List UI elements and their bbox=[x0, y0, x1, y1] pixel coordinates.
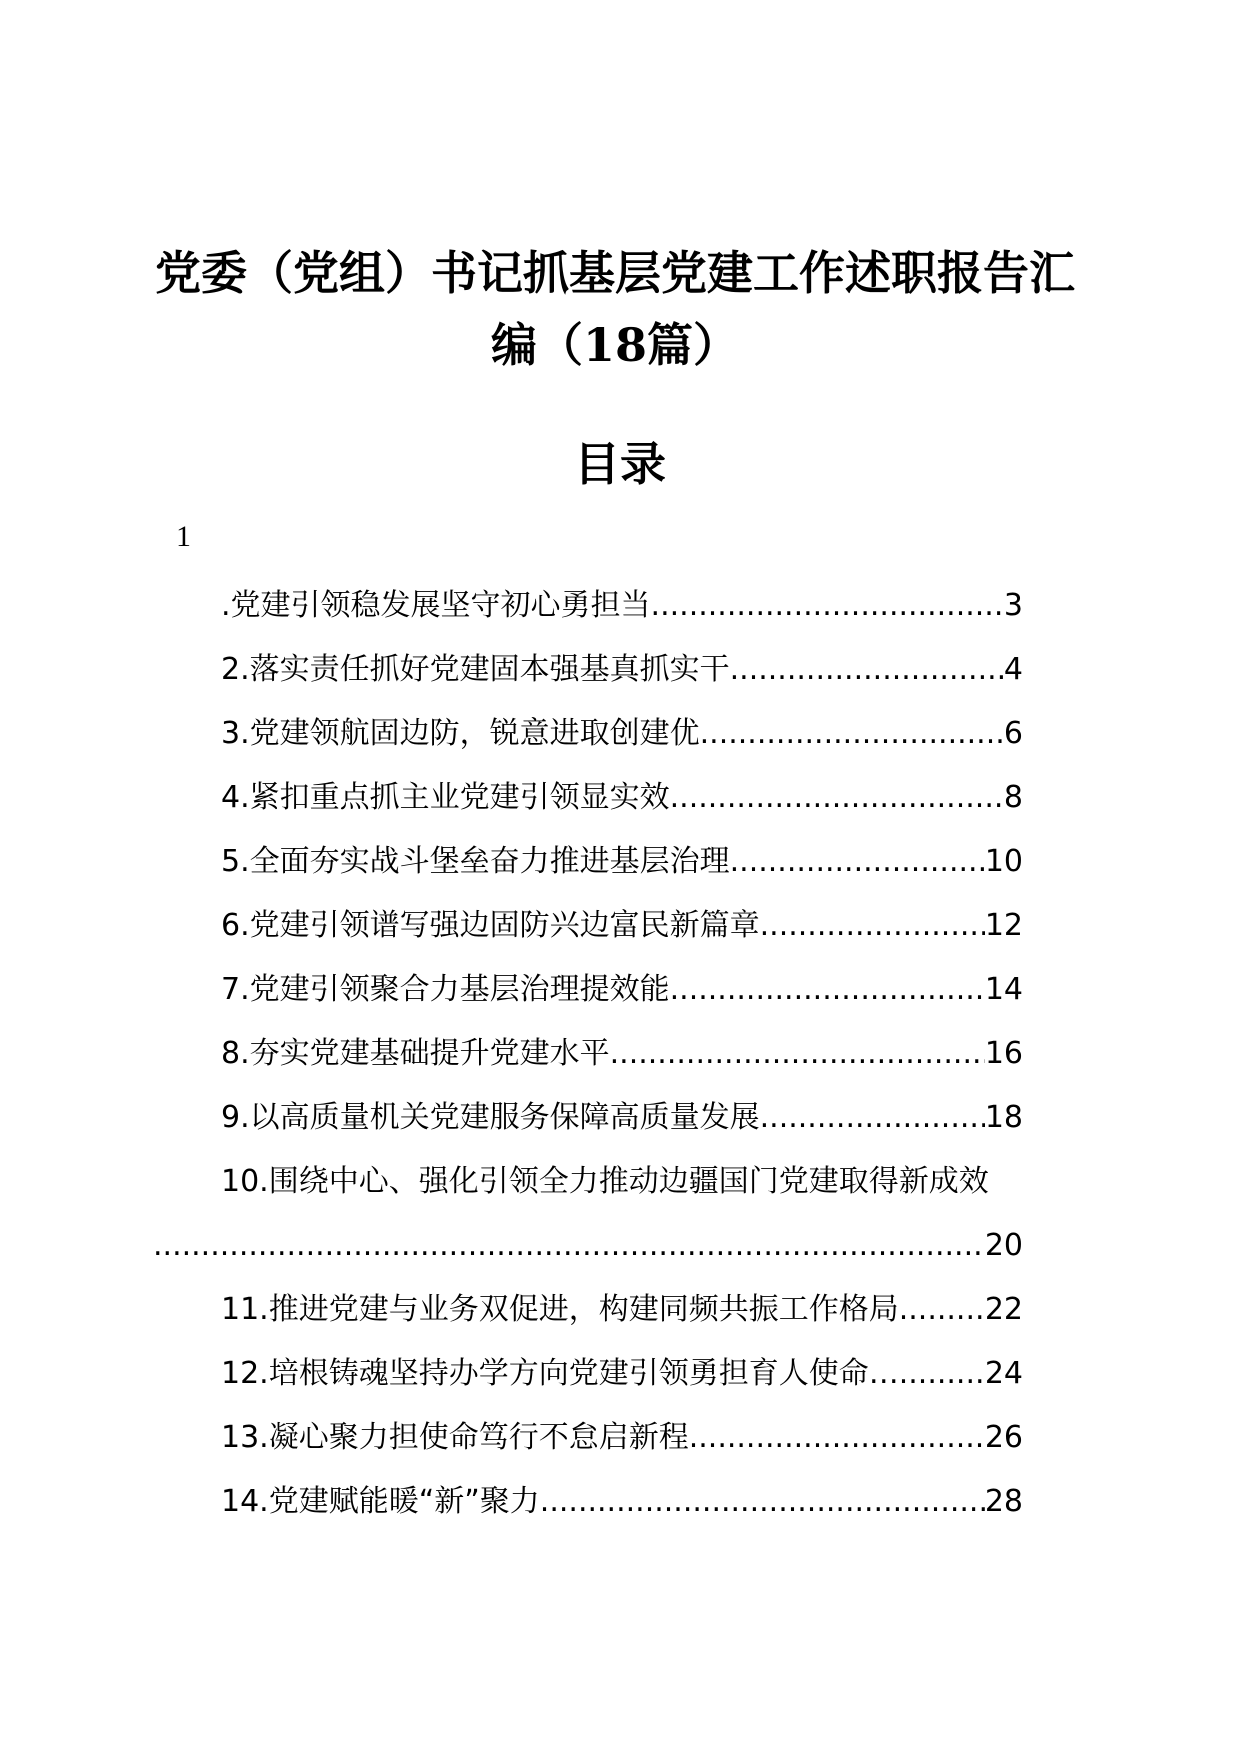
toc-entry-page: 14 bbox=[984, 972, 1023, 1007]
toc-entry-title: 8.夯实党建基础提升党建水平 bbox=[221, 1036, 610, 1071]
toc-entry-title: 13.凝心聚力担使命笃行不怠启新程 bbox=[221, 1420, 689, 1455]
toc-entry-title: 3.党建领航固边防，锐意进取创建优 bbox=[221, 716, 700, 751]
toc-heading: 目录 bbox=[574, 437, 666, 491]
toc-entry-page: 10 bbox=[984, 844, 1023, 879]
toc-leader-dots bbox=[760, 894, 985, 958]
toc-entry-title: 11.推进党建与业务双促进，构建同频共振工作格局 bbox=[221, 1292, 899, 1327]
toc-entry-title: 9.以高质量机关党建服务保障高质量发展 bbox=[221, 1100, 760, 1135]
toc-entry-title: 6.党建引领谱写强边固防兴边富民新篇章 bbox=[221, 908, 760, 943]
toc-entry[interactable] bbox=[221, 1022, 1023, 1086]
toc-entry-page: 6 bbox=[1003, 716, 1023, 751]
toc-entry-title: 4.紧扣重点抓主业党建引领显实效 bbox=[221, 780, 670, 815]
toc-leader-dots bbox=[670, 766, 1004, 830]
toc-entry-title: 10.围绕中心、强化引领全力推动边疆国门党建取得新成效 bbox=[221, 1164, 989, 1199]
toc-entry-page: 4 bbox=[1003, 652, 1023, 687]
toc-entry[interactable] bbox=[221, 830, 1023, 894]
page-marker: 1 bbox=[176, 520, 191, 553]
toc-entry[interactable] bbox=[221, 894, 1023, 958]
toc-entry[interactable] bbox=[221, 1406, 1023, 1470]
toc-entry-page: 12 bbox=[984, 908, 1023, 943]
toc-leader-dots bbox=[689, 1406, 985, 1470]
toc-entry[interactable] bbox=[221, 638, 1023, 702]
toc-entry[interactable] bbox=[221, 1086, 1023, 1150]
toc-leader-dots bbox=[700, 702, 1004, 766]
table-of-contents bbox=[221, 574, 1023, 1534]
toc-entry[interactable] bbox=[221, 702, 1023, 766]
toc-entry-title: 14.党建赋能暖“新”聚力 bbox=[221, 1484, 540, 1519]
toc-entry-page: 18 bbox=[984, 1100, 1023, 1135]
toc-entry-page: 24 bbox=[984, 1356, 1023, 1391]
document-title-line-2: 编（18篇） bbox=[490, 318, 739, 372]
toc-leader-dots bbox=[540, 1470, 985, 1534]
toc-leader-dots bbox=[760, 1086, 985, 1150]
toc-entry-page: 28 bbox=[984, 1484, 1023, 1519]
toc-entry[interactable] bbox=[221, 574, 1023, 638]
toc-entry-title: 2.落实责任抓好党建固本强基真抓实干 bbox=[221, 652, 730, 687]
toc-entry-page: 8 bbox=[1003, 780, 1023, 815]
toc-entry[interactable] bbox=[221, 1470, 1023, 1534]
toc-entry-title: 7.党建引领聚合力基层治理提效能 bbox=[221, 972, 670, 1007]
toc-entry[interactable] bbox=[221, 1150, 1023, 1278]
toc-leader-dots bbox=[670, 958, 985, 1022]
toc-leader-dots bbox=[730, 638, 1004, 702]
toc-entry[interactable] bbox=[221, 1342, 1023, 1406]
toc-entry-continuation bbox=[153, 1214, 1023, 1278]
toc-entry-title: 5.全面夯实战斗堡垒奋力推进基层治理 bbox=[221, 844, 730, 879]
toc-entry[interactable] bbox=[221, 766, 1023, 830]
toc-entry-title: 12.培根铸魂坚持办学方向党建引领勇担育人使命… bbox=[221, 1356, 899, 1391]
toc-leader-dots bbox=[651, 574, 1004, 638]
toc-entry[interactable] bbox=[221, 1278, 1023, 1342]
toc-entry-page: 22 bbox=[984, 1292, 1023, 1327]
toc-entry-page: 20 bbox=[984, 1228, 1023, 1263]
toc-leader-dots bbox=[610, 1022, 985, 1086]
toc-entry-title: .党建引领稳发展坚守初心勇担当 bbox=[221, 588, 651, 623]
toc-entry-page: 3 bbox=[1003, 588, 1023, 623]
toc-leader-dots bbox=[899, 1342, 985, 1406]
toc-entry-page: 26 bbox=[984, 1420, 1023, 1455]
toc-entry[interactable] bbox=[221, 958, 1023, 1022]
toc-entry-page: 16 bbox=[984, 1036, 1023, 1071]
toc-leader-dots bbox=[153, 1214, 985, 1278]
document-title-line-1: 党委（党组）书记抓基层党建工作述职报告汇 bbox=[155, 246, 1075, 300]
toc-leader-dots bbox=[730, 830, 985, 894]
toc-leader-dots bbox=[899, 1278, 985, 1342]
